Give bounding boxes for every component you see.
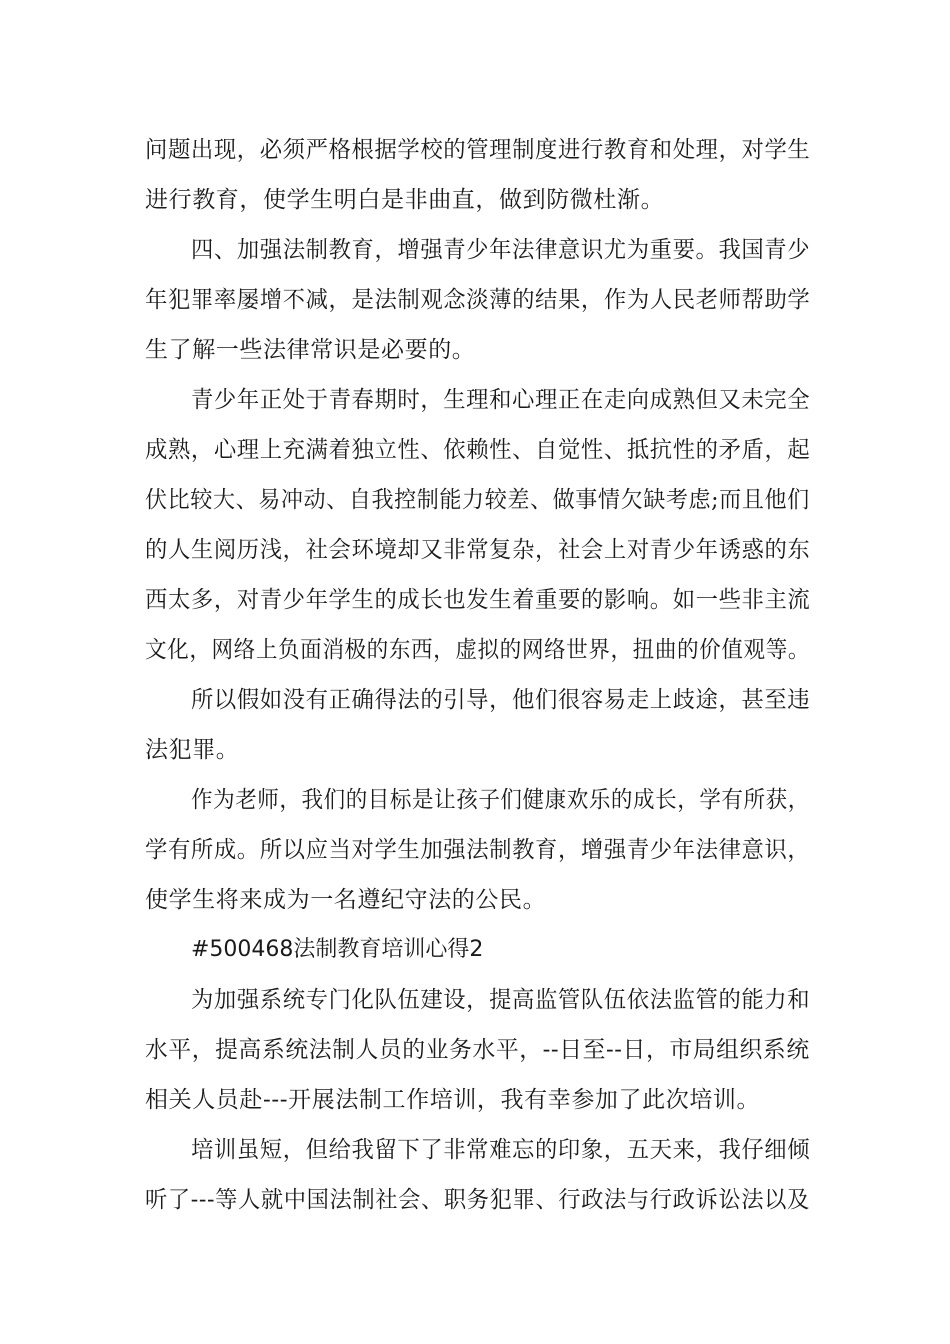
- section-heading: #500468法制教育培训心得2: [191, 937, 484, 962]
- text-line: 的人生阅历浅，社会环境却又非常复杂，社会上对青少年诱惑的东: [145, 537, 811, 563]
- text-line: 成熟，心理上充满着独立性、依赖性、自觉性、抵抗性的矛盾，起: [145, 437, 811, 463]
- text-line: 伏比较大、易冲动、自我控制能力较差、做事情欠缺考虑;而且他们: [145, 487, 810, 513]
- text-line: 问题出现，必须严格根据学校的管理制度进行教育和处理，对学生: [145, 137, 811, 163]
- text-line: 四、加强法制教育，增强青少年法律意识尤为重要。我国青少: [191, 237, 811, 263]
- text-line: 培训虽短，但给我留下了非常难忘的印象，五天来，我仔细倾: [191, 1137, 811, 1163]
- text-line: 相关人员赴---开展法制工作培训，我有幸参加了此次培训。: [145, 1087, 761, 1113]
- text-line: 所以假如没有正确得法的引导，他们很容易走上歧途，甚至违: [191, 687, 811, 713]
- text-line: 西太多，对青少年学生的成长也发生着重要的影响。如一些非主流: [145, 587, 811, 613]
- text-line: 文化，网络上负面消极的东西，虚拟的网络世界，扭曲的价值观等。: [145, 637, 811, 663]
- text-line: 生了解一些法律常识是必要的。: [145, 337, 476, 363]
- text-line: 青少年正处于青春期时，生理和心理正在走向成熟但又未完全: [191, 387, 811, 413]
- text-line: 听了---等人就中国法制社会、职务犯罪、行政法与行政诉讼法以及: [145, 1187, 810, 1213]
- text-line: 学有所成。所以应当对学生加强法制教育，增强青少年法律意识，: [145, 837, 811, 863]
- text-line: 为加强系统专门化队伍建设，提高监管队伍依法监管的能力和: [191, 987, 811, 1013]
- text-line: 水平，提高系统法制人员的业务水平，--日至--日，市局组织系统: [145, 1037, 810, 1063]
- text-line: 作为老师，我们的目标是让孩子们健康欢乐的成长，学有所获，: [191, 787, 810, 813]
- text-line: 法犯罪。: [145, 737, 240, 763]
- text-line: 进行教育，使学生明白是非曲直，做到防微杜渐。: [145, 187, 665, 213]
- text-line: 年犯罪率屡增不减，是法制观念淡薄的结果，作为人民老师帮助学: [145, 287, 811, 313]
- text-line: 使学生将来成为一名遵纪守法的公民。: [145, 887, 547, 913]
